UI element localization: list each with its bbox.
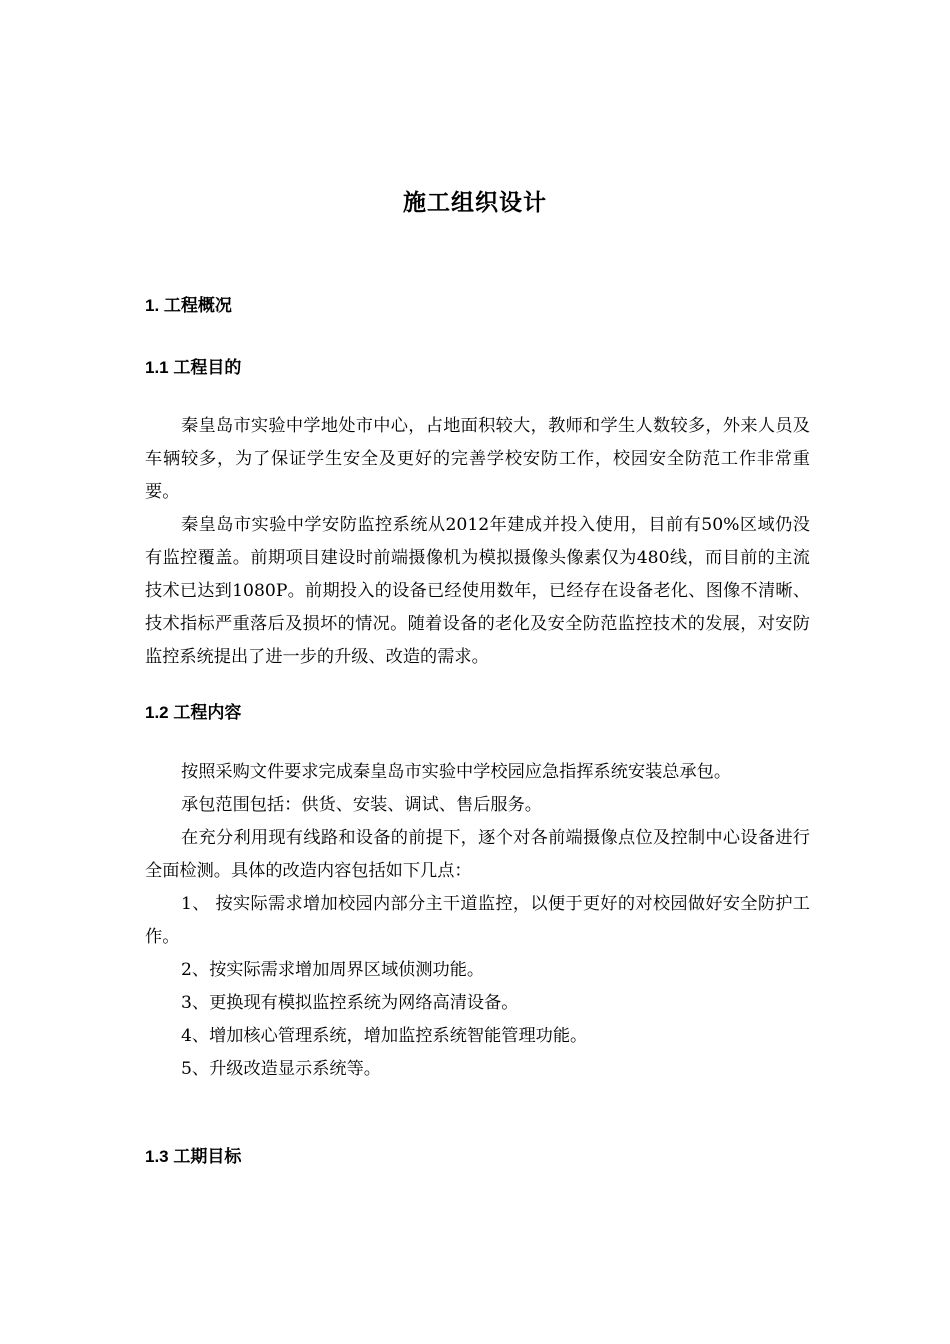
paragraph-content-3: 在充分利用现有线路和设备的前提下，逐个对各前端摄像点位及控制中心设备进行全面检测。具体的改造内容包括如下几点： (145, 828, 810, 881)
list-item-2: 2、按实际需求增加周界区域侦测功能。 (181, 960, 485, 980)
list-item-1: 1、 按实际需求增加校园内部分主干道监控，以便于更好的对校园做好安全防护工作。 (145, 894, 810, 947)
document-title: 施工组织设计 (403, 190, 547, 216)
paragraph-purpose-2: 秦皇岛市实验中学安防监控系统从2012年建成并投入使用，目前有50%区域仍没有监控覆盖。前期项目建设时前端摄像机为模拟摄像头像素仅为480线，而目前的主流技术已达到1080P。前期投入的设备已经使用数年，已经存在设备老化、图像不清晰、技术指标严重落后及损坏的情况。随着设备的老化及安全防范监控技术的发展，对安防监控系统提出了进一步的升级、改造的需求。 (145, 515, 810, 667)
section-heading-1-3: 1.3 工期目标 (145, 1147, 242, 1166)
paragraph-content-2: 承包范围包括：供货、安装、调试、售后服务。 (181, 795, 542, 815)
paragraph-purpose-1: 秦皇岛市实验中学地处市中心，占地面积较大，教师和学生人数较多，外来人员及车辆较多，为了保证学生安全及更好的完善学校安防工作，校园安全防范工作非常重要。 (145, 416, 810, 502)
list-item-4: 4、增加核心管理系统，增加监控系统智能管理功能。 (181, 1026, 588, 1046)
section-heading-1-2: 1.2 工程内容 (145, 703, 242, 722)
list-item-3: 3、更换现有模拟监控系统为网络高清设备。 (181, 993, 519, 1013)
section-heading-1-1: 1.1 工程目的 (145, 358, 242, 377)
paragraph-content-1: 按照采购文件要求完成秦皇岛市实验中学校园应急指挥系统安装总承包。 (181, 762, 732, 782)
list-item-5: 5、升级改造显示系统等。 (181, 1059, 381, 1079)
section-heading-1: 1. 工程概况 (145, 296, 232, 315)
